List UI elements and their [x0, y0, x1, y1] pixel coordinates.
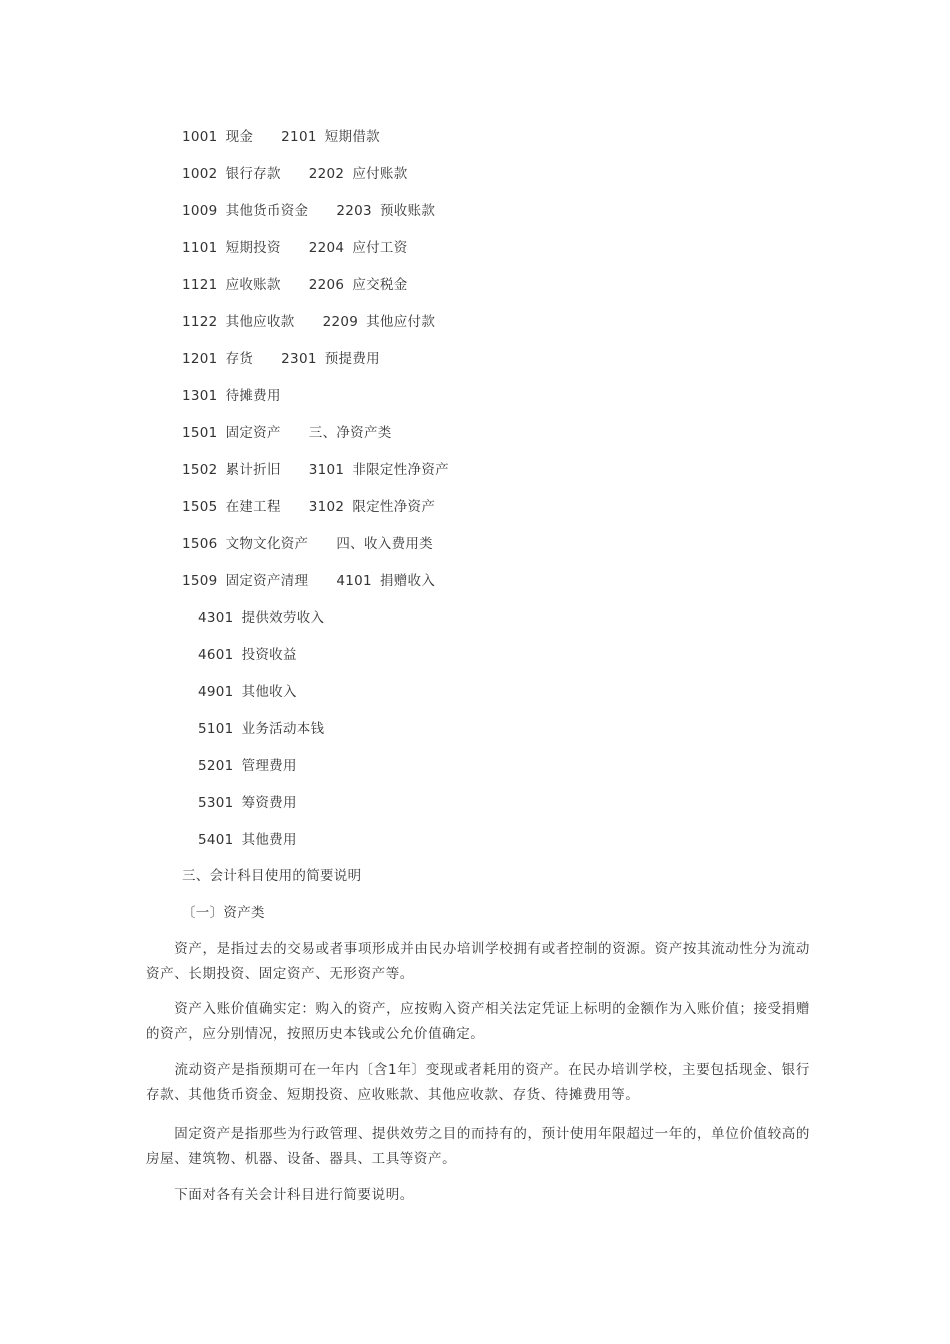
- account-row: [198, 683, 297, 701]
- account-row: [182, 424, 392, 442]
- account-name: 其他货币资金: [225, 203, 309, 219]
- account-code: 1506: [182, 536, 218, 552]
- account-code: 1121: [182, 277, 218, 293]
- account-row: [198, 831, 297, 849]
- account-name: 短期投资: [225, 240, 281, 256]
- account-name: 固定资产: [225, 425, 281, 441]
- account-name: 现金: [225, 129, 254, 145]
- account-row: [182, 276, 408, 294]
- account-code: 2301: [281, 351, 317, 367]
- account-name: 筹资费用: [241, 795, 297, 811]
- account-code: 4901: [198, 684, 234, 700]
- account-name: 银行存款: [225, 166, 281, 182]
- account-code: 2202: [308, 166, 345, 182]
- section-heading: 三、会计科目使用的简要说明: [182, 868, 362, 884]
- account-name: 限定性净资产: [352, 499, 436, 515]
- account-code: 3102: [308, 499, 345, 515]
- account-row: [182, 461, 449, 479]
- account-name: 非限定性净资产: [352, 462, 449, 478]
- account-name: 捐赠收入: [379, 573, 436, 589]
- account-name: 文物文化资产: [225, 536, 309, 552]
- account-name: 应交税金: [352, 277, 408, 293]
- account-name: 在建工程: [225, 499, 281, 515]
- account-name: 提供效劳收入: [241, 610, 325, 626]
- account-name: 投资收益: [241, 647, 297, 663]
- account-code: 5101: [198, 721, 234, 737]
- account-row: [182, 498, 435, 516]
- account-row: [182, 535, 433, 553]
- account-row: [182, 202, 435, 220]
- category-heading: 三、净资产类: [308, 425, 392, 441]
- account-row: [198, 794, 297, 812]
- account-code: 5401: [198, 832, 234, 848]
- account-row: [198, 757, 297, 775]
- account-code: 2209: [322, 314, 359, 330]
- category-heading: 四、收入费用类: [336, 536, 433, 552]
- paragraph: 固定资产是指那些为行政管理、提供效劳之目的而持有的，预计使用年限超过一年的，单位价值较高的房屋、建筑物、机器、设备、器具、工具等资产。: [146, 1126, 810, 1167]
- account-code: 1101: [182, 240, 218, 256]
- account-code: 1509: [182, 573, 218, 589]
- paragraph: 资产入账价值确实定：购入的资产，应按购入资产相关法定凭证上标明的金额作为入账价值；接受捐赠的资产，应分别情况，按照历史本钱或公允价值确定。: [146, 1001, 810, 1042]
- account-code: 2204: [308, 240, 345, 256]
- account-code: 2206: [308, 277, 345, 293]
- account-code: 4301: [198, 610, 234, 626]
- paragraph: 下面对各有关会计科目进行简要说明。: [146, 1187, 414, 1203]
- account-code: 5301: [198, 795, 234, 811]
- account-code: 1122: [182, 314, 218, 330]
- account-name: 其他应收款: [225, 314, 295, 330]
- account-code: 4101: [336, 573, 372, 589]
- account-code: 1505: [182, 499, 218, 515]
- account-name: 管理费用: [241, 758, 297, 774]
- account-name: 应收账款: [225, 277, 281, 293]
- account-name: 预提费用: [324, 351, 380, 367]
- account-code: 3101: [308, 462, 345, 478]
- account-code: 2203: [336, 203, 372, 219]
- account-name: 业务活动本钱: [241, 721, 325, 737]
- account-code: 1201: [182, 351, 218, 367]
- account-row: [198, 609, 324, 627]
- account-name: 应付工资: [352, 240, 408, 256]
- account-code: 1502: [182, 462, 218, 478]
- account-row: [182, 313, 435, 331]
- account-row: [182, 387, 281, 405]
- account-name: 固定资产清理: [225, 573, 309, 589]
- account-name: 应付账款: [352, 166, 408, 182]
- account-name: 累计折旧: [225, 462, 281, 478]
- account-code: 1002: [182, 166, 218, 182]
- account-name: 预收账款: [379, 203, 436, 219]
- account-code: 2101: [281, 129, 317, 145]
- account-name: 其他费用: [241, 832, 297, 848]
- account-code: 5201: [198, 758, 234, 774]
- account-row: [198, 720, 324, 738]
- account-code: 4601: [198, 647, 234, 663]
- account-row: [182, 239, 408, 257]
- paragraph: 流动资产是指预期可在一年内〔含1年〕变现或者耗用的资产。在民办培训学校，主要包括现金、银行存款、其他货币资金、短期投资、应收账款、其他应收款、存货、待摊费用等。: [146, 1062, 810, 1103]
- account-name: 其他应付款: [366, 314, 436, 330]
- sub-heading: 〔一〕资产类: [182, 905, 265, 921]
- account-code: 1301: [182, 388, 218, 404]
- paragraph: 资产，是指过去的交易或者事项形成并由民办培训学校拥有或者控制的资源。资产按其流动性分为流动资产、长期投资、固定资产、无形资产等。: [146, 941, 810, 982]
- account-name: 待摊费用: [225, 388, 281, 404]
- account-code: 1501: [182, 425, 218, 441]
- account-row: [182, 165, 408, 183]
- account-name: 其他收入: [241, 684, 297, 700]
- account-name: 存货: [225, 351, 254, 367]
- account-row: [182, 350, 380, 368]
- account-code: 1009: [182, 203, 218, 219]
- account-name: 短期借款: [324, 129, 380, 145]
- account-row: [182, 128, 380, 146]
- account-row: [182, 572, 435, 590]
- account-code: 1001: [182, 129, 218, 145]
- account-row: [198, 646, 297, 664]
